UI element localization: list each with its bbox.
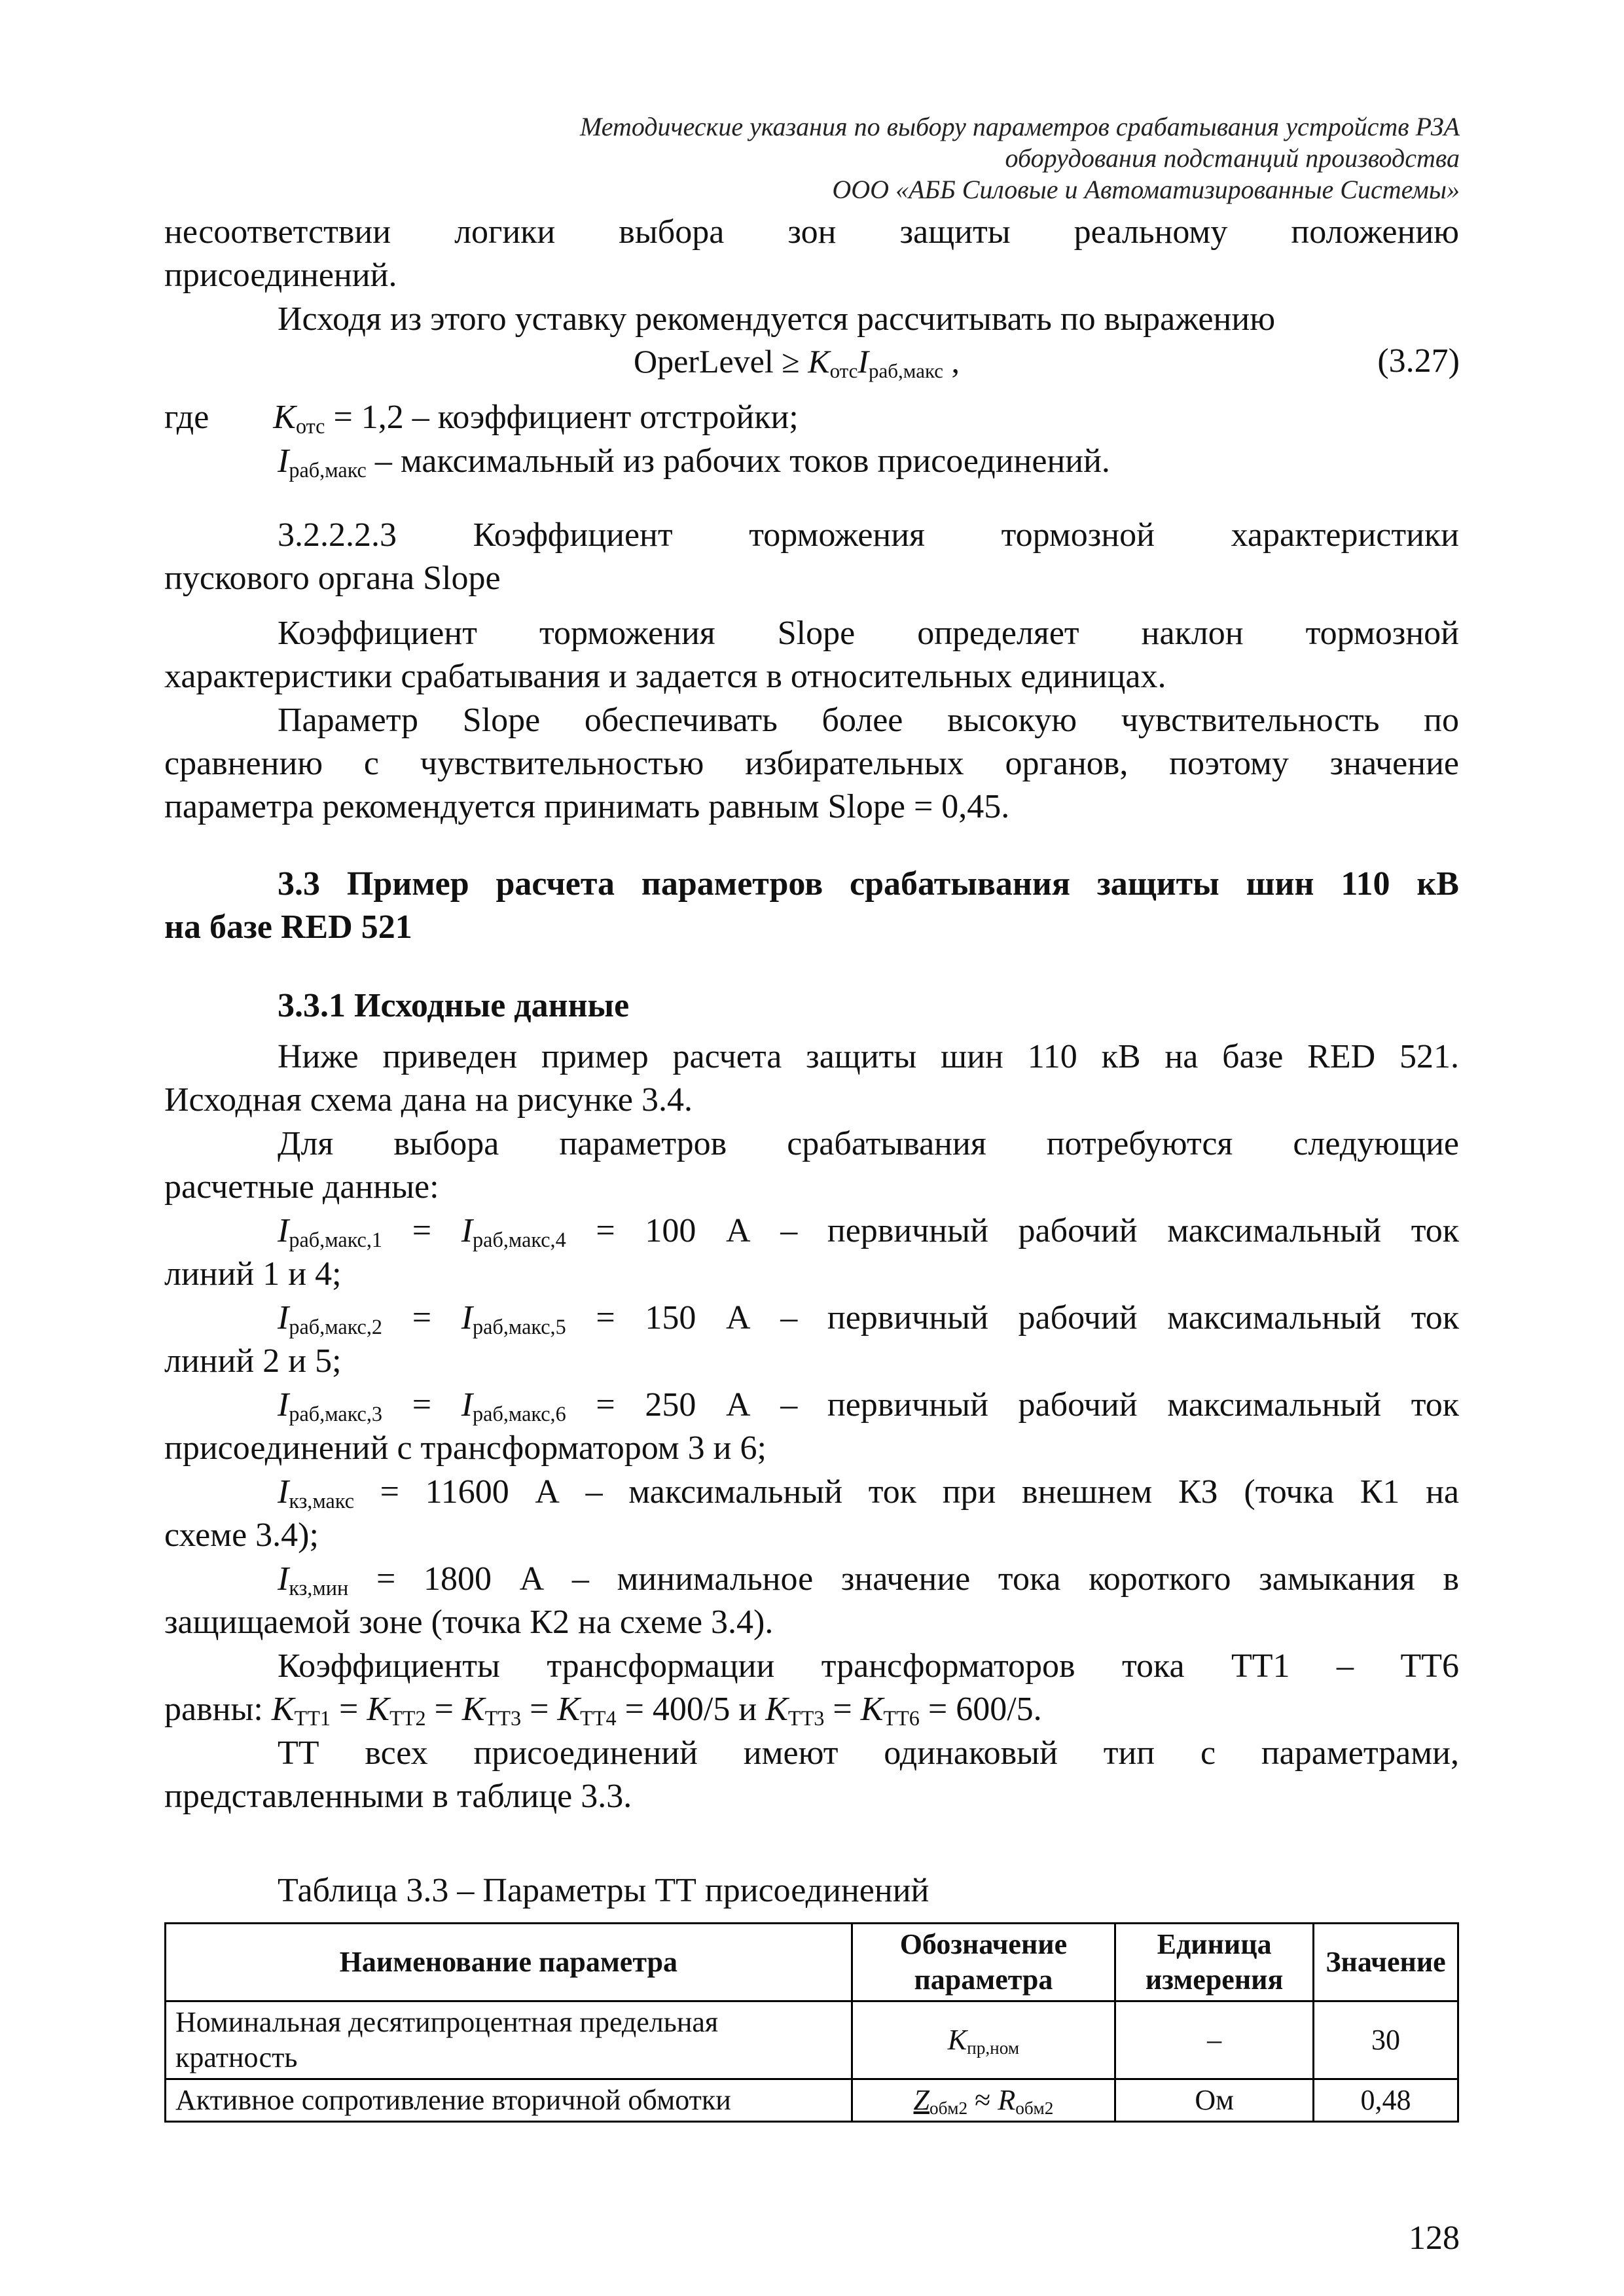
- text-line: ТТ всех присоединений имеют одинаковый тип с параметрами,: [278, 1734, 1459, 1772]
- formula-3-27: [634, 342, 960, 381]
- text-line: 3.2.2.2.3 Коэффициент торможения тормозной характеристики: [278, 516, 1459, 554]
- table-row: [166, 2079, 1458, 2122]
- text-line: несоответствии логики выбора зон защиты реальному положению: [164, 213, 1459, 251]
- symbol-sub: ТТ6: [883, 1706, 920, 1731]
- paragraph-ct-ratios: [164, 1645, 1459, 1731]
- symbol-sub: ТТ2: [389, 1706, 426, 1731]
- paragraph-slope-definition: [164, 612, 1459, 698]
- definition-kots: [164, 396, 1459, 439]
- data-text: = 150 А – первичный рабочий максимальный ток: [566, 1299, 1460, 1336]
- formula-i: I: [857, 343, 869, 380]
- formula-lhs: OperLevel ≥: [634, 343, 808, 380]
- page-number: 128: [1409, 2219, 1460, 2257]
- cell-symbol: [852, 2001, 1115, 2079]
- text-line: линий 1 и 4;: [164, 1255, 342, 1293]
- text-line: расчетные данные:: [164, 1168, 439, 1206]
- cell-name: Активное сопротивление вторичной обмотки: [166, 2079, 852, 2122]
- formula-tail: ,: [943, 343, 960, 380]
- header-parameter-name: Наименование параметра: [166, 1924, 852, 2001]
- subsection-3-2-2-2-3: [164, 514, 1459, 600]
- symbol: R: [998, 2084, 1016, 2116]
- data-item-transformers-3-6: $I_{раб,макс,3} = I_{раб,макс,6} = 250$ А – первичный рабочий максимальный ток присоединений с трансформатором 3 и 6;: [164, 1384, 1459, 1470]
- ct-parameters-table: [164, 1922, 1459, 2123]
- symbol-sub: раб,макс,6: [473, 1402, 566, 1426]
- table-caption: Таблица 3.3 – Параметры ТТ присоединений: [278, 1872, 929, 1909]
- definition-irab: [278, 440, 1459, 483]
- symbol-sub: раб,макс: [289, 458, 367, 482]
- symbol: K: [947, 2024, 967, 2056]
- symbol-sub: раб,макс,2: [289, 1315, 383, 1339]
- text-line: защищаемой зоне (точка К2 на схеме 3.4).: [164, 1604, 774, 1641]
- symbol-sub: обм2: [929, 2098, 968, 2118]
- text-line: пускового органа Slope: [164, 560, 501, 597]
- formula-number: (3.27): [1377, 342, 1460, 380]
- symbol: Z: [913, 2084, 930, 2116]
- formula-k: K: [808, 343, 830, 380]
- text-fragment: = 400/5 и: [616, 1691, 766, 1728]
- symbol-sub: отс: [295, 414, 325, 439]
- text-fragment: равны:: [164, 1691, 272, 1728]
- data-text: = 1800 А – минимальное значение тока короткого замыкания в: [348, 1560, 1459, 1598]
- formula-k-sub: отс: [829, 359, 858, 382]
- data-text: = 11600 А – максимальный ток при внешнем КЗ (точка К1 на: [354, 1473, 1459, 1511]
- formula-i-sub: раб,макс: [869, 359, 944, 382]
- cell-unit: –: [1115, 2001, 1314, 2079]
- symbol-sub: раб,макс,4: [473, 1228, 566, 1252]
- symbol: K: [273, 399, 296, 436]
- data-item-lines-1-4: $I_{раб,макс,1} = I_{раб,макс,4} = 100$ А – первичный рабочий максимальный ток линий 1 и 4;: [164, 1210, 1459, 1296]
- symbol-sub: кз,мин: [289, 1576, 349, 1600]
- paragraph-slope-value: [164, 699, 1459, 829]
- symbol-sub: обм2: [1015, 2098, 1054, 2118]
- paragraph-setting-recommendation: Исходя из этого уставку рекомендуется рассчитывать по выражению: [278, 300, 1276, 338]
- symbol-sub: ТТ4: [580, 1706, 617, 1731]
- running-header-line-2: оборудования подстанций производства: [1005, 143, 1460, 173]
- where-label: где: [164, 399, 209, 436]
- section-heading-3-3-1: 3.3.1 Исходные данные: [278, 987, 630, 1024]
- running-header-line-1: Методические указания по выбору параметров срабатывания устройств РЗА: [579, 112, 1460, 141]
- symbol-sub: ТТ3: [787, 1706, 825, 1731]
- paragraph-continuation: [164, 211, 1459, 297]
- paragraph-example-intro: [164, 1035, 1459, 1122]
- cell-value: 30: [1314, 2001, 1458, 2079]
- text-line: Параметр Slope обеспечивать более высокую чувствительность по: [278, 702, 1459, 739]
- text-line: Коэффициент торможения Slope определяет наклон тормозной: [278, 615, 1459, 652]
- symbol-sub: ТТ1: [294, 1706, 331, 1731]
- text-line: Ниже приведен пример расчета защиты шин 110 кВ на базе RED 521.: [278, 1038, 1459, 1075]
- symbol-sub: пр,ном: [967, 2037, 1020, 2058]
- cell-unit: Ом: [1115, 2079, 1314, 2122]
- header-value: Значение: [1314, 1924, 1458, 2001]
- symbol-sub: раб,макс,3: [289, 1402, 383, 1426]
- symbol: I: [278, 442, 289, 480]
- cell-symbol: $Z_{обм2} \approx R_{обм2}$: [852, 2079, 1115, 2122]
- text-line: присоединений.: [164, 257, 397, 294]
- data-item-ikz-max: $I_{кз,макс} = 11600$ А – максимальный ток при внешнем КЗ (точка К1 на схеме 3.4);: [164, 1471, 1459, 1557]
- cell-name: Номинальная десятипроцентная предельная кратность: [166, 2001, 852, 2079]
- definition-text: – максимальный из рабочих токов присоединений.: [366, 442, 1110, 480]
- data-item-lines-2-5: $I_{раб,макс,2} = I_{раб,макс,5} = 150$ А – первичный рабочий максимальный ток линий 2 и 5;: [164, 1297, 1459, 1383]
- table-header-row: [166, 1924, 1458, 2001]
- text-line: равны: $K_{ТТ1} = K_{ТТ2} = K_{ТТ3} = K_{ТТ4} = 400/5$ и $K_{ТТ3} = K_{ТТ6} = 600/5$.: [164, 1691, 1042, 1731]
- heading-line: на базе RED 521: [164, 908, 412, 946]
- table-row: [166, 2001, 1458, 2079]
- definition-text: = 1,2 – коэффициент отстройки;: [325, 399, 799, 436]
- paragraph-ct-type: [164, 1732, 1459, 1818]
- text-line: характеристики срабатывания и задается в относительных единицах.: [164, 658, 1166, 695]
- data-text: = 100 А – первичный рабочий максимальный ток: [566, 1212, 1460, 1249]
- text-line: представленными в таблице 3.3.: [164, 1778, 632, 1815]
- cell-value: 0,48: [1314, 2079, 1458, 2122]
- symbol-sub: раб,макс,5: [473, 1315, 566, 1339]
- data-text: = 250 А – первичный рабочий максимальный ток: [566, 1386, 1460, 1424]
- text-fragment: = 600/5.: [919, 1691, 1042, 1728]
- symbol-sub: раб,макс,1: [289, 1228, 383, 1252]
- text-line: Коэффициенты трансформации трансформаторов тока ТТ1 – ТТ6: [278, 1647, 1459, 1685]
- symbol-sub: кз,макс: [289, 1489, 355, 1513]
- paragraph-calc-data: [164, 1122, 1459, 1209]
- section-heading-3-3: [164, 863, 1459, 949]
- running-header-line-3: ООО «АББ Силовые и Автоматизированные Системы»: [832, 175, 1460, 204]
- symbol-sub: ТТ3: [484, 1706, 522, 1731]
- text-line: Для выбора параметров срабатывания потребуются следующие: [278, 1125, 1459, 1162]
- text-line: присоединений с трансформатором 3 и 6;: [164, 1429, 767, 1467]
- data-item-ikz-min: $I_{кз,мин} = 1800$ А – минимальное значение тока короткого замыкания в защищаемой зоне (точка К2 на схеме 3.4).: [164, 1558, 1459, 1644]
- text-line: сравнению с чувствительностью избирательных органов, поэтому значение: [164, 745, 1459, 782]
- header-unit: Единица измерения: [1115, 1924, 1314, 2001]
- text-line: схеме 3.4);: [164, 1516, 319, 1554]
- text-line: Исходная схема дана на рисунке 3.4.: [164, 1081, 693, 1119]
- header-parameter-symbol: Обозначение параметра: [852, 1924, 1115, 2001]
- text-line: линий 2 и 5;: [164, 1342, 342, 1380]
- heading-line: 3.3 Пример расчета параметров срабатывания защиты шин 110 кВ: [278, 865, 1459, 903]
- text-line: параметра рекомендуется принимать равным Slope = 0,45.: [164, 788, 1010, 825]
